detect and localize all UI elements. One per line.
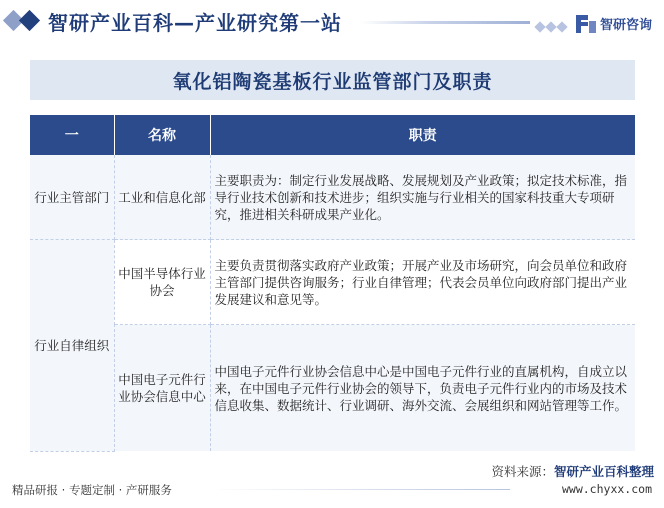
duty-cell: 主要负责贯彻落实政府产业政策；开展产业及市场研究，向会员单位和政府主管部门提供咨询服务；行业自律管理；代表会员单位向政府部门提出产业发展建议和意见等。 <box>210 240 635 325</box>
name-cell: 中国半导体行业协会 <box>114 240 210 325</box>
logo-text: 智研咨询 <box>599 18 652 33</box>
title-band <box>30 60 635 100</box>
footer-services: 精品研报 · 专题定制 · 产研服务 <box>12 483 172 497</box>
header-divider <box>360 21 530 24</box>
source-value: 智研产业百科整理 <box>553 464 654 479</box>
page-footer <box>0 478 664 498</box>
logo-icon <box>576 15 596 33</box>
column-header-category: 一 <box>30 115 114 155</box>
diamond-icon <box>19 10 40 31</box>
column-header-duty: 职责 <box>210 115 635 155</box>
duty-cell: 中国电子元件行业协会信息中心是中国电子元件行业的直属机构，自成立以来，在中国电子元件行业协会的领导下，负责电子元件行业内的市场及技术信息收集、数据统计、行业调研、海外交流、会展组织和网站管理等工作。 <box>210 325 635 452</box>
regulatory-table <box>30 115 635 452</box>
site-title: 智研产业百科—产业研究第一站 <box>48 11 342 35</box>
table-row <box>30 325 635 452</box>
page-header <box>0 0 664 46</box>
name-cell: 中国电子元件行业协会信息中心 <box>114 325 210 452</box>
footer-divider <box>210 489 510 490</box>
brand-logo[interactable] <box>576 14 652 33</box>
duty-cell: 主要职责为：制定行业发展战略、发展规划及产业政策；拟定技术标准，指导行业技术创新和技术进步；组织实施与行业相关的国家科技重大专项研究，推进相关科研成果产业化。 <box>210 155 635 240</box>
category-cell: 行业主管部门 <box>30 155 114 240</box>
table-header-row <box>30 115 635 155</box>
footer-website-link[interactable]: www.chyxx.com <box>561 482 652 496</box>
category-cell: 行业自律组织 <box>30 240 114 452</box>
header-dots-decoration <box>536 16 569 35</box>
table-row <box>30 155 635 240</box>
name-cell: 工业和信息化部 <box>114 155 210 240</box>
column-header-name: 名称 <box>114 115 210 155</box>
source-label: 资料来源： <box>491 464 554 479</box>
table-row <box>30 240 635 325</box>
page-title: 氧化铝陶瓷基板行业监管部门及职责 <box>172 70 493 93</box>
